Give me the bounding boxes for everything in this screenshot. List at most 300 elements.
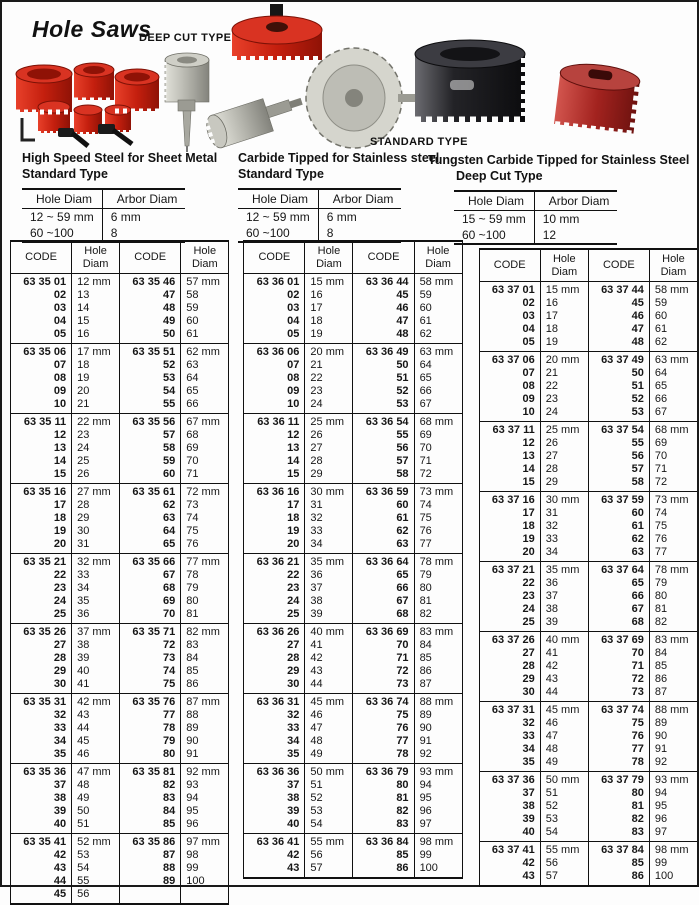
table-row	[244, 665, 462, 678]
code-cell: 42	[11, 849, 72, 862]
code-cell: 23	[479, 590, 540, 603]
diam-cell: 73	[181, 499, 229, 512]
diam-cell: 70	[181, 455, 229, 468]
hole-diam-header: Hole Diam	[540, 249, 588, 282]
code-cell: 33	[11, 722, 72, 735]
table-row	[11, 274, 229, 290]
table-row	[479, 603, 697, 616]
carbide-tipped-saw-photo	[203, 87, 308, 150]
code-cell: 63 37 41	[479, 842, 540, 858]
table-row	[11, 652, 229, 665]
diam-cell: 88	[181, 709, 229, 722]
code-cell: 63 36 21	[244, 554, 305, 570]
table-row	[479, 743, 697, 756]
diam-cell: 32 mm	[72, 554, 120, 570]
code-cell: 08	[244, 372, 305, 385]
diam-cell: 29	[72, 512, 120, 525]
spec-title-line2: Deep Cut Type	[456, 169, 543, 184]
code-cell: 63 37 69	[588, 632, 649, 648]
code-cell: 05	[11, 328, 72, 344]
diam-cell: 16	[305, 289, 353, 302]
hole-diam-header: Hole Diam	[305, 241, 353, 274]
code-cell: 45	[11, 888, 72, 904]
diam-cell: 68	[181, 429, 229, 442]
diam-cell: 93	[181, 779, 229, 792]
diam-cell: 39	[540, 616, 588, 632]
code-cell: 03	[244, 302, 305, 315]
diam-cell: 63	[181, 359, 229, 372]
code-cell: 32	[11, 709, 72, 722]
diam-cell: 28	[540, 463, 588, 476]
table-row	[479, 406, 697, 422]
code-cell: 25	[11, 608, 72, 624]
code-cell: 39	[479, 813, 540, 826]
diam-cell: 99	[181, 862, 229, 875]
code-header: CODE	[479, 249, 540, 282]
table-row	[454, 210, 617, 227]
table-row	[479, 590, 697, 603]
size-group	[244, 764, 462, 834]
size-group	[479, 772, 697, 842]
diam-cell: 96	[649, 813, 697, 826]
code-cell: 35	[11, 748, 72, 764]
code-cell: 22	[244, 569, 305, 582]
table-row	[11, 694, 229, 710]
code-cell: 39	[244, 805, 305, 818]
diam-cell: 92	[414, 748, 462, 764]
table-row	[11, 289, 229, 302]
table-row	[479, 857, 697, 870]
diam-cell: 72	[649, 476, 697, 492]
size-group	[11, 414, 229, 484]
diam-cell: 21	[72, 398, 120, 414]
diam-cell: 17	[305, 302, 353, 315]
diam-cell: 61	[414, 315, 462, 328]
diam-cell: 92 mm	[181, 764, 229, 780]
code-cell: 63	[353, 538, 414, 554]
diam-cell: 80	[181, 595, 229, 608]
code-cell: 57	[120, 429, 181, 442]
diam-cell: 25 mm	[540, 422, 588, 438]
header-row	[479, 249, 697, 282]
table-row	[244, 442, 462, 455]
diam-cell: 21	[305, 359, 353, 372]
code-cell: 18	[11, 512, 72, 525]
code-cell: 14	[479, 463, 540, 476]
diam-cell: 70	[414, 442, 462, 455]
table-row	[11, 639, 229, 652]
diam-cell: 55 mm	[540, 842, 588, 858]
diam-cell: 27 mm	[72, 484, 120, 500]
code-cell: 47	[353, 315, 414, 328]
table-row	[11, 595, 229, 608]
red-hole-saw-top-photo	[232, 4, 322, 60]
diam-cell: 50 mm	[540, 772, 588, 788]
table-row	[11, 834, 229, 850]
code-cell: 68	[588, 616, 649, 632]
diam-cell: 24	[305, 398, 353, 414]
code-cell: 57	[353, 455, 414, 468]
table-row	[11, 888, 229, 904]
diam-cell: 41	[540, 647, 588, 660]
diam-cell: 93 mm	[414, 764, 462, 780]
diam-cell: 59	[181, 302, 229, 315]
code-cell: 73	[120, 652, 181, 665]
code-cell: 73	[588, 686, 649, 702]
code-cell: 02	[479, 297, 540, 310]
code-cell: 24	[244, 595, 305, 608]
diam-cell: 46	[72, 748, 120, 764]
code-cell: 63 35 11	[11, 414, 72, 430]
diam-cell: 68 mm	[414, 414, 462, 430]
diam-cell: 73 mm	[414, 484, 462, 500]
diam-cell: 54	[305, 818, 353, 834]
code-cell: 14	[11, 455, 72, 468]
diam-cell: 79	[649, 577, 697, 590]
diam-cell: 91	[181, 748, 229, 764]
code-cell: 72	[120, 639, 181, 652]
code-cell: 28	[11, 652, 72, 665]
diam-cell: 20 mm	[305, 344, 353, 360]
code-cell: 34	[479, 743, 540, 756]
dark-red-saw-photo	[554, 60, 641, 133]
code-cell: 82	[588, 813, 649, 826]
diam-cell: 75	[414, 512, 462, 525]
code-cell: 82	[353, 805, 414, 818]
diam-cell: 18	[305, 315, 353, 328]
diam-cell: 48	[305, 735, 353, 748]
diam-cell: 100	[414, 862, 462, 878]
code-cell: 72	[353, 665, 414, 678]
diam-cell: 66	[414, 385, 462, 398]
code-cell: 28	[244, 652, 305, 665]
diam-cell: 99	[649, 857, 697, 870]
diam-cell: 60	[181, 315, 229, 328]
code-cell: 63 35 61	[120, 484, 181, 500]
diam-cell: 52	[540, 800, 588, 813]
diam-cell: 86	[181, 678, 229, 694]
arbor-cell: 8	[318, 225, 401, 242]
code-cell: 67	[588, 603, 649, 616]
code-cell: 12	[479, 437, 540, 450]
diam-cell: 26	[540, 437, 588, 450]
table-row	[244, 315, 462, 328]
table-row	[244, 344, 462, 360]
table-row	[244, 429, 462, 442]
table-row	[11, 525, 229, 538]
code-cell: 65	[588, 577, 649, 590]
code-cell: 20	[244, 538, 305, 554]
size-group	[244, 834, 462, 879]
code-cell: 63 37 01	[479, 282, 540, 298]
code-cell: 63 36 16	[244, 484, 305, 500]
table-row	[244, 678, 462, 694]
diam-cell: 76	[414, 525, 462, 538]
code-cell: 47	[588, 323, 649, 336]
code-cell: 63 35 51	[120, 344, 181, 360]
diam-cell: 38	[305, 595, 353, 608]
diam-cell: 43	[540, 673, 588, 686]
hole-range-cell: 15 ~ 59 mm	[462, 211, 526, 226]
code-cell: 34	[244, 735, 305, 748]
table-row	[244, 652, 462, 665]
table-row	[479, 717, 697, 730]
diam-cell: 50	[72, 805, 120, 818]
diam-cell: 97	[649, 826, 697, 842]
diam-cell: 77	[649, 546, 697, 562]
code-cell: 75	[353, 709, 414, 722]
diam-cell: 22	[305, 372, 353, 385]
code-cell: 27	[11, 639, 72, 652]
diam-cell: 38	[540, 603, 588, 616]
code-cell: 29	[11, 665, 72, 678]
diam-cell: 53	[540, 813, 588, 826]
diam-cell: 91	[649, 743, 697, 756]
table-row	[244, 722, 462, 735]
diam-cell: 65	[181, 385, 229, 398]
code-cell: 63 37 74	[588, 702, 649, 718]
diam-cell: 42	[305, 652, 353, 665]
code-cell: 22	[479, 577, 540, 590]
code-cell: 44	[11, 875, 72, 888]
table-row	[11, 805, 229, 818]
table-row	[479, 323, 697, 336]
diam-cell: 74	[181, 512, 229, 525]
table-row	[238, 225, 401, 242]
diam-cell: 58	[181, 289, 229, 302]
diam-cell: 36	[305, 569, 353, 582]
code-cell: 15	[11, 468, 72, 484]
spec-table	[454, 190, 617, 245]
diam-cell: 26	[305, 429, 353, 442]
diam-cell: 74	[414, 499, 462, 512]
diam-cell: 28	[72, 499, 120, 512]
diam-cell: 24	[540, 406, 588, 422]
hex-key-icon	[22, 118, 35, 140]
spec-section-carbide	[238, 150, 456, 243]
code-cell: 03	[11, 302, 72, 315]
code-cell: 63 35 86	[120, 834, 181, 850]
diam-cell: 66	[181, 398, 229, 414]
code-cell: 76	[588, 730, 649, 743]
table-row	[479, 842, 697, 858]
code-header: CODE	[588, 249, 649, 282]
code-cell: 63 36 44	[353, 274, 414, 290]
size-group	[479, 352, 697, 422]
table-row	[22, 208, 185, 225]
code-header: CODE	[353, 241, 414, 274]
table-row	[11, 315, 229, 328]
code-cell: 63 36 49	[353, 344, 414, 360]
diam-cell: 43	[305, 665, 353, 678]
code-cell: 63 36 59	[353, 484, 414, 500]
diam-cell: 45	[72, 735, 120, 748]
table-row	[244, 289, 462, 302]
diam-cell: 56	[72, 888, 120, 904]
code-cell	[120, 888, 181, 904]
diam-cell: 54	[540, 826, 588, 842]
code-cell: 63 35 26	[11, 624, 72, 640]
code-cell: 55	[353, 429, 414, 442]
code-cell: 66	[353, 582, 414, 595]
diam-cell: 41	[305, 639, 353, 652]
size-group	[11, 484, 229, 554]
diam-cell: 87	[414, 678, 462, 694]
diam-cell: 84	[181, 652, 229, 665]
code-cell: 78	[588, 756, 649, 772]
code-cell: 09	[11, 385, 72, 398]
table-row	[479, 870, 697, 886]
code-cell: 60	[353, 499, 414, 512]
code-cell: 37	[11, 779, 72, 792]
code-cell: 05	[244, 328, 305, 344]
code-cell: 43	[479, 870, 540, 886]
diam-cell: 85	[181, 665, 229, 678]
diam-cell: 95	[414, 792, 462, 805]
code-cell: 25	[479, 616, 540, 632]
diam-cell: 76	[649, 533, 697, 546]
diam-cell: 65	[649, 380, 697, 393]
diam-cell: 52 mm	[72, 834, 120, 850]
diam-cell: 79	[414, 569, 462, 582]
header-row	[244, 241, 462, 274]
hole-diam-header: Hole Diam	[181, 241, 229, 274]
diam-cell: 53	[305, 805, 353, 818]
diam-cell: 51	[72, 818, 120, 834]
table-row	[479, 686, 697, 702]
diam-cell: 25	[72, 455, 120, 468]
code-cell: 58	[353, 468, 414, 484]
spec-table	[238, 188, 401, 243]
table-row	[244, 499, 462, 512]
code-cell: 50	[120, 328, 181, 344]
code-cell: 56	[353, 442, 414, 455]
table-row	[479, 310, 697, 323]
code-cell: 40	[244, 818, 305, 834]
arbor-diam-header: Arbor Diam	[534, 191, 617, 211]
diam-cell: 91	[414, 735, 462, 748]
catalog-subtable-1	[10, 240, 229, 905]
diam-cell: 33	[540, 533, 588, 546]
code-cell: 85	[353, 849, 414, 862]
subtable-slot-6335	[10, 240, 229, 905]
spec-title-line2: Standard Type	[238, 167, 324, 182]
diam-cell: 15 mm	[305, 274, 353, 290]
table-row	[11, 818, 229, 834]
size-group	[479, 422, 697, 492]
code-cell: 19	[11, 525, 72, 538]
code-cell: 78	[120, 722, 181, 735]
table-row	[11, 455, 229, 468]
code-cell: 13	[11, 442, 72, 455]
table-row	[244, 818, 462, 834]
diam-cell: 97	[414, 818, 462, 834]
code-cell: 63	[120, 512, 181, 525]
table-row	[479, 533, 697, 546]
diam-cell: 79	[181, 582, 229, 595]
code-cell: 63 36 41	[244, 834, 305, 850]
code-cell: 05	[479, 336, 540, 352]
diam-cell: 34	[540, 546, 588, 562]
code-cell: 48	[588, 336, 649, 352]
diam-cell: 77 mm	[181, 554, 229, 570]
diam-cell: 81	[181, 608, 229, 624]
table-row	[11, 792, 229, 805]
diam-cell: 35	[72, 595, 120, 608]
deep-cut-saw-photo	[165, 53, 209, 152]
code-cell: 84	[120, 805, 181, 818]
hole-diam-header: Hole Diam	[649, 249, 697, 282]
diam-cell: 50 mm	[305, 764, 353, 780]
diam-cell: 83 mm	[649, 632, 697, 648]
table-row	[479, 367, 697, 380]
code-cell: 09	[479, 393, 540, 406]
diam-cell: 49	[305, 748, 353, 764]
code-cell: 40	[479, 826, 540, 842]
code-cell: 52	[353, 385, 414, 398]
table-row	[479, 546, 697, 562]
code-cell: 07	[11, 359, 72, 372]
code-cell: 27	[479, 647, 540, 660]
table-row	[11, 328, 229, 344]
diam-cell: 61	[181, 328, 229, 344]
code-cell: 17	[479, 507, 540, 520]
diam-cell: 55 mm	[305, 834, 353, 850]
code-cell: 63 37 36	[479, 772, 540, 788]
code-cell: 63 36 11	[244, 414, 305, 430]
code-cell: 63 35 46	[120, 274, 181, 290]
diam-cell: 44	[540, 686, 588, 702]
code-cell: 63 35 71	[120, 624, 181, 640]
diam-cell: 60	[414, 302, 462, 315]
diam-cell: 23	[305, 385, 353, 398]
code-cell: 63 37 21	[479, 562, 540, 578]
table-row	[244, 538, 462, 554]
table-row	[244, 328, 462, 344]
table-row	[11, 414, 229, 430]
table-row	[244, 302, 462, 315]
hole-diam-header: Hole Diam	[36, 191, 93, 206]
code-cell: 62	[353, 525, 414, 538]
diam-cell: 88 mm	[649, 702, 697, 718]
diam-cell: 15 mm	[540, 282, 588, 298]
diam-cell: 83	[181, 639, 229, 652]
diam-cell: 48	[540, 743, 588, 756]
code-cell: 63 35 06	[11, 344, 72, 360]
code-cell: 65	[120, 538, 181, 554]
code-cell: 75	[120, 678, 181, 694]
diam-cell: 69	[414, 429, 462, 442]
code-cell: 63 37 26	[479, 632, 540, 648]
table-row	[479, 577, 697, 590]
diam-cell: 19	[540, 336, 588, 352]
diam-cell: 90	[649, 730, 697, 743]
diam-cell: 33	[305, 525, 353, 538]
code-cell: 52	[120, 359, 181, 372]
diam-cell: 56	[305, 849, 353, 862]
code-cell: 63 36 06	[244, 344, 305, 360]
diam-cell: 47 mm	[72, 764, 120, 780]
size-group	[479, 632, 697, 702]
code-cell: 23	[244, 582, 305, 595]
code-cell: 50	[353, 359, 414, 372]
code-cell: 63 36 74	[353, 694, 414, 710]
table-row	[244, 385, 462, 398]
diam-cell: 14	[72, 302, 120, 315]
diam-cell: 17	[540, 310, 588, 323]
diam-cell: 71	[649, 463, 697, 476]
diam-cell: 83 mm	[414, 624, 462, 640]
